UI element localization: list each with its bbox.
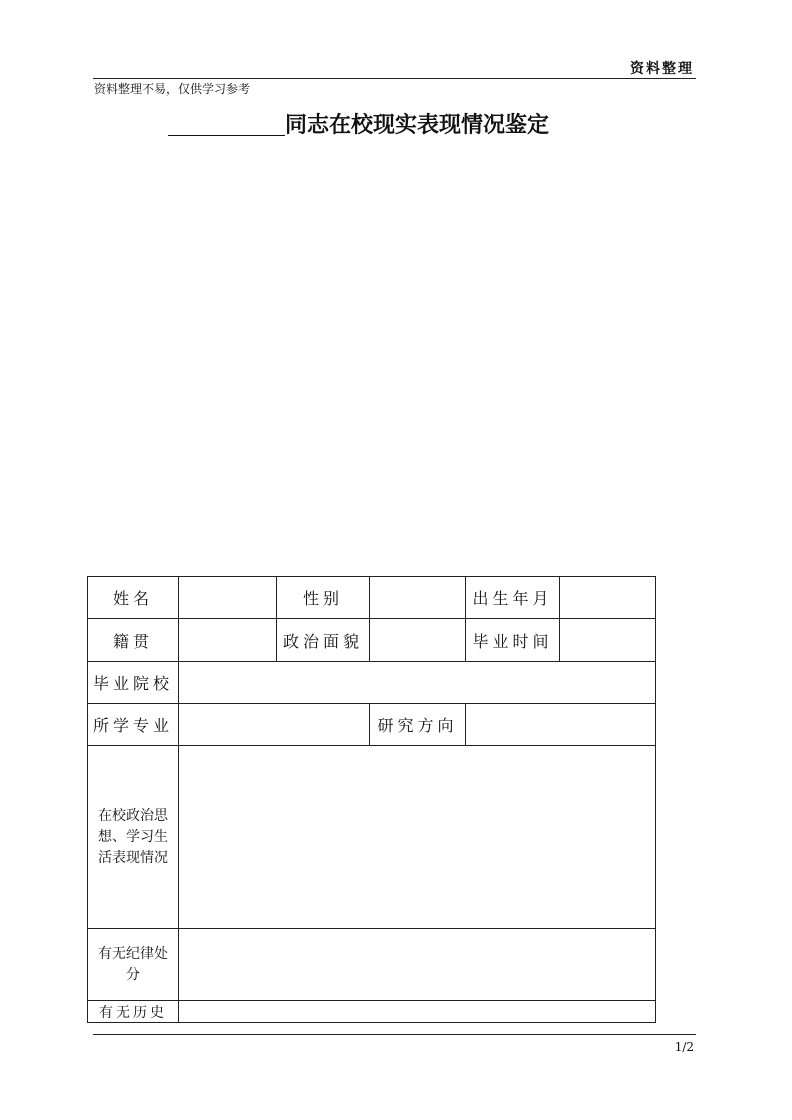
major-label: 所学专业	[88, 704, 179, 746]
header-brand: 资料整理	[630, 61, 694, 77]
performance-value-cell[interactable]	[179, 746, 656, 929]
appraisal-form-table	[87, 576, 656, 1023]
major-value-cell[interactable]	[179, 704, 370, 746]
name-blank-line[interactable]	[168, 113, 285, 136]
document-title	[168, 108, 549, 139]
gender-label: 性别	[277, 577, 370, 619]
research-label: 研究方向	[370, 704, 466, 746]
table-row	[88, 619, 656, 662]
table-row	[88, 662, 656, 704]
history-label: 有无历史	[88, 1001, 179, 1023]
birth-value-cell[interactable]	[560, 577, 656, 619]
origin-label: 籍贯	[88, 619, 179, 662]
school-value-cell[interactable]	[179, 662, 656, 704]
table-row	[88, 746, 656, 929]
gender-value-cell[interactable]	[370, 577, 466, 619]
discipline-label	[88, 929, 179, 1001]
graduation-time-label: 毕业时间	[466, 619, 560, 662]
header-divider	[93, 78, 696, 79]
table-row	[88, 929, 656, 1001]
header-note: 资料整理不易，仅供学习参考	[94, 82, 251, 96]
name-label: 姓名	[88, 577, 179, 619]
footer-divider	[93, 1034, 696, 1035]
page-number: 1/2	[674, 1040, 694, 1054]
research-value-cell[interactable]	[466, 704, 656, 746]
graduation-time-value-cell[interactable]	[560, 619, 656, 662]
politics-value-cell[interactable]	[370, 619, 466, 662]
politics-label: 政治面貌	[277, 619, 370, 662]
title-text: 同志在校现实表现情况鉴定	[285, 112, 550, 138]
performance-label-text: 在校政治思想、学习生活表现情况	[98, 807, 168, 866]
discipline-value-cell[interactable]	[179, 929, 656, 1001]
school-label: 毕业院校	[88, 662, 179, 704]
discipline-label-text: 有无纪律处分	[98, 945, 168, 983]
table-row	[88, 1001, 656, 1023]
performance-label	[88, 746, 179, 929]
origin-value-cell[interactable]	[179, 619, 277, 662]
history-value-cell[interactable]	[179, 1001, 656, 1023]
birth-label: 出生年月	[466, 577, 560, 619]
table-row	[88, 577, 656, 619]
name-value-cell[interactable]	[179, 577, 277, 619]
table-row	[88, 704, 656, 746]
